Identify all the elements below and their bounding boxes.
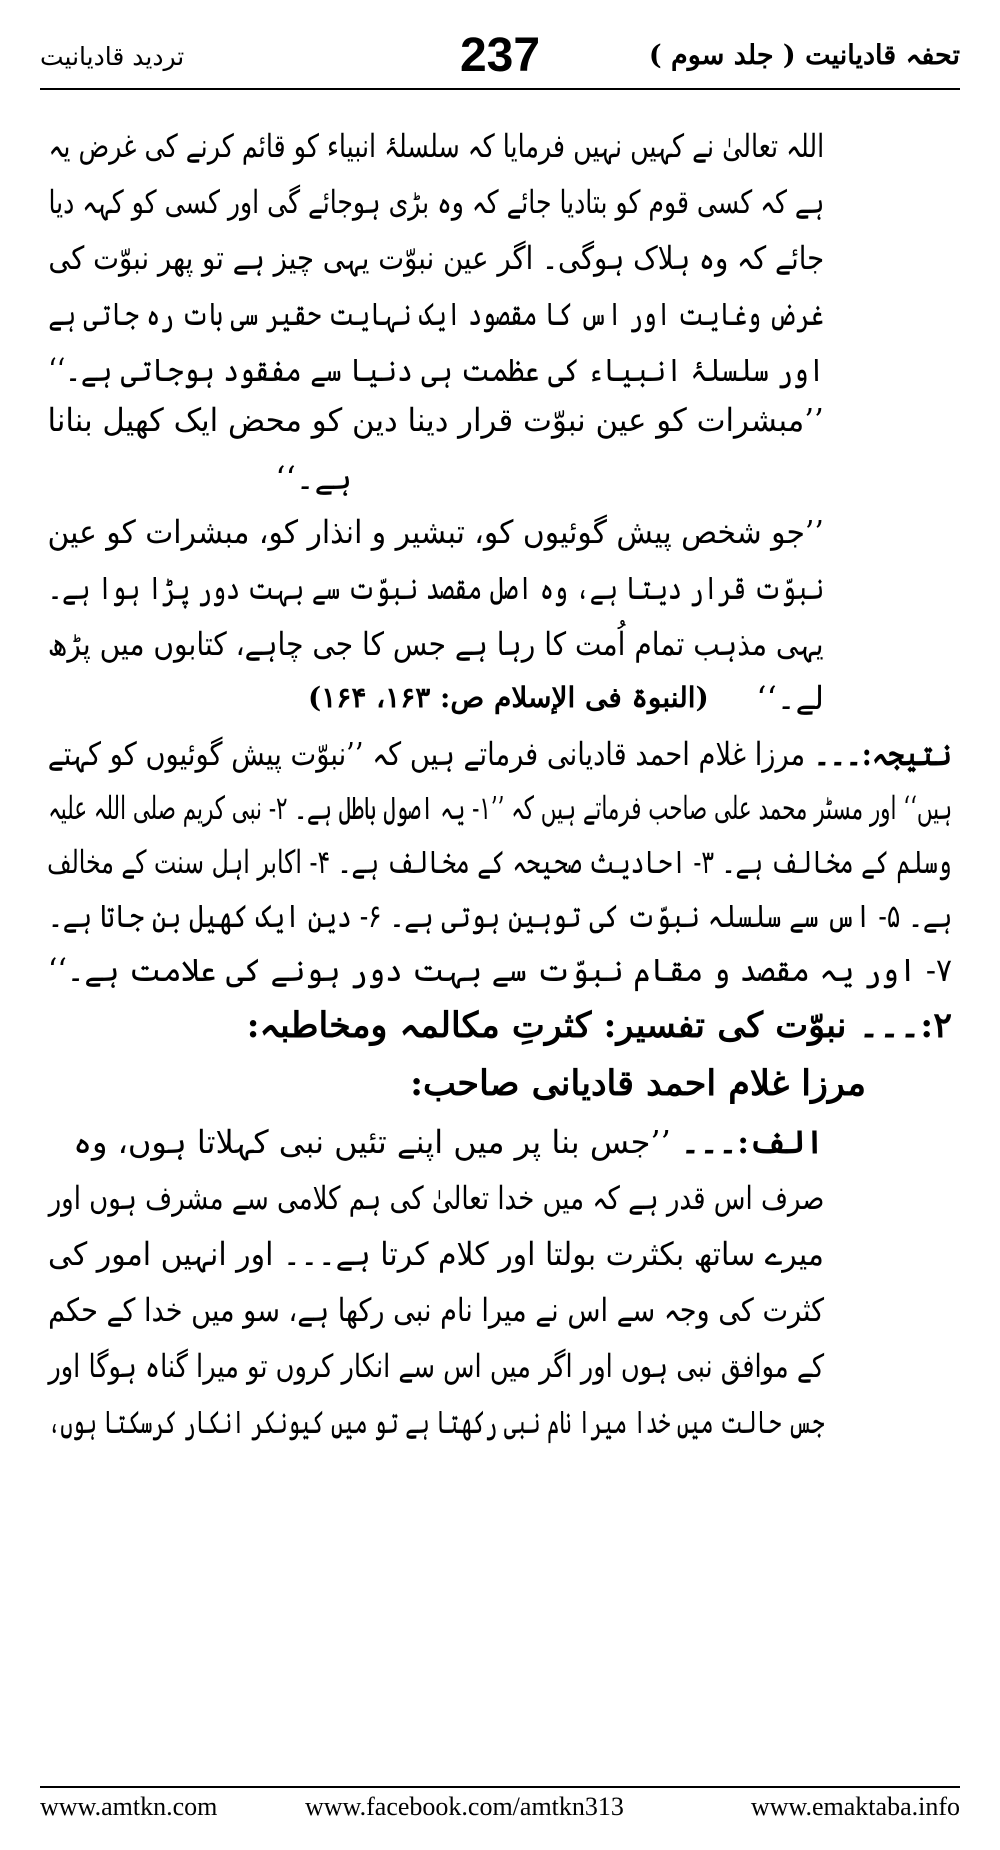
- footer-link-amtkn[interactable]: www.amtkn.com: [40, 1792, 218, 1821]
- section-heading: ۲:۔۔۔ نبوّت کی تفسیر: کثرتِ مکالمہ ومخاطبہ:: [246, 1005, 952, 1046]
- text-line: یہی مذہب تمام اُمت کا رہا ہے جس کا جی چاہے، کتابوں میں پڑھ: [48, 625, 824, 663]
- text-line: ہے کہ کسی قوم کو بتادیا جائے کہ وہ بڑی ہوجائے گی اور کسی کو کہہ دیا: [48, 183, 824, 221]
- page-footer: [40, 1792, 960, 1832]
- header-divider: [40, 88, 960, 90]
- page-header: [40, 28, 960, 88]
- text-line: نبوّت قرار دیتا ہے، وہ اصل مقصد نبوّت سے بہت دور پڑا ہوا ہے۔: [47, 569, 824, 607]
- text-line: اللہ تعالیٰ نے کہیں نہیں فرمایا کہ سلسلۂ انبیاء کو قائم کرنے کی غرض یہ: [48, 127, 824, 165]
- result-label: نتیجہ:۔۔۔: [813, 735, 952, 773]
- text-line: جس حالت میں خدا میرا نام نبی رکھتا ہے تو میں کیونکر انکار کرسکتا ہوں،: [47, 1403, 824, 1441]
- footer-link-facebook[interactable]: www.facebook.com/amtkn313: [305, 1792, 624, 1821]
- section-title: تردید قادیانیت: [40, 42, 185, 71]
- text-line: ہے۔‘‘: [275, 459, 352, 497]
- footer-divider: [40, 1786, 960, 1788]
- text-line: ’’جو شخص پیش گوئیوں کو، تبشیر و انذار کو، مبشرات کو عین: [47, 513, 824, 551]
- page-number: 237: [459, 29, 541, 82]
- alif-label: الف:۔۔۔: [680, 1123, 824, 1161]
- reference-citation: (النبوۃ فی الإسلام ص: ۱۶۳، ۱۶۴): [308, 681, 709, 714]
- text-line: ہیں‘‘ اور مسٹر محمد علی صاحب فرماتے ہیں کہ ’’۱- یہ اصول باطل ہے۔ ۲- نبی کریم صلی اللہ علیہ: [48, 789, 952, 827]
- text-line: صرف اس قدر ہے کہ میں خدا تعالیٰ کی ہم کلامی سے مشرف ہوں اور: [48, 1179, 824, 1217]
- text-line: کے موافق نبی ہوں اور اگر میں اس سے انکار کروں تو میرا گناہ ہوگا اور: [48, 1347, 824, 1385]
- footer-link-emaktaba[interactable]: www.emaktaba.info: [750, 1792, 960, 1821]
- text-line: ہے۔ ۵- اس سے سلسلہ نبوّت کی توہین ہوتی ہے۔ ۶- دین ایک کھیل بن جاتا ہے۔: [47, 897, 952, 935]
- book-title: تحفہ قادیانیت ( جلد سوم ): [648, 40, 960, 71]
- text-line: کثرت کی وجہ سے اس نے میرا نام نبی رکھا ہے، سو میں خدا کے حکم: [48, 1291, 824, 1329]
- text-line: جائے کہ وہ ہلاک ہوگی۔ اگر عین نبوّت یہی چیز ہے تو پھر نبوّت کی: [48, 239, 824, 277]
- text-line: [48, 726, 952, 782]
- text-line: ۷- اور یہ مقصد و مقام نبوّت سے بہت دور ہونے کی علامت ہے۔‘‘: [47, 951, 952, 989]
- result-text: مرزا غلام احمد قادیانی فرماتے ہیں کہ ’’نبوّت پیش گوئیوں کو کہتے: [47, 735, 806, 773]
- alif-text: ’’جس بنا پر میں اپنے تئیں نبی کہلاتا ہوں، وہ: [73, 1123, 671, 1161]
- text-line: میرے ساتھ بکثرت بولتا اور کلام کرتا ہے۔۔۔ اور انہیں امور کی: [48, 1235, 824, 1273]
- text-line: غرض وغایت اور اس کا مقصود ایک نہایت حقیر سی بات رہ جاتی ہے: [48, 295, 824, 333]
- text-line: وسلم کے مخالف ہے۔ ۳- احادیث صحیحہ کے مخالف ہے۔ ۴- اکابر اہل سنت کے مخالف: [47, 843, 952, 881]
- text-line: اور سلسلۂ انبیاء کی عظمت ہی دنیا سے مفقود ہوجاتی ہے۔‘‘: [47, 351, 824, 389]
- text-line: [73, 1114, 824, 1170]
- text-line: ’’مبشرات کو عین نبوّت قرار دینا دین کو محض ایک کھیل بنانا: [47, 401, 824, 439]
- text-line: لے۔‘‘: [756, 679, 824, 717]
- subheading: مرزا غلام احمد قادیانی صاحب:: [410, 1063, 866, 1104]
